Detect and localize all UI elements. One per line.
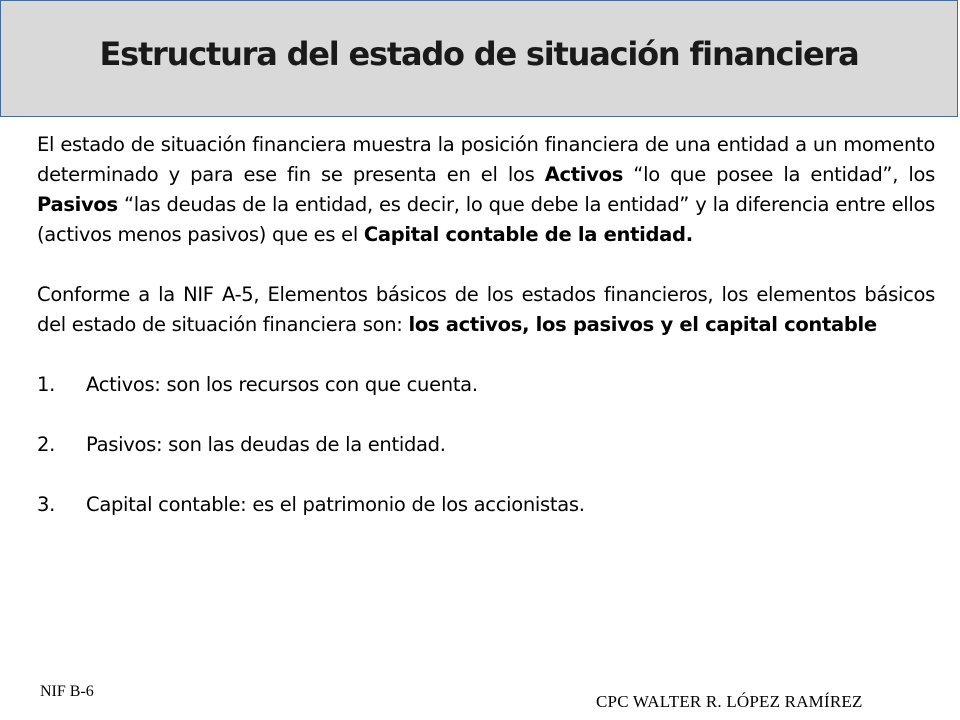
bold-term-activos: Activos xyxy=(544,163,624,186)
list-item-pasivos xyxy=(37,430,935,460)
slide-content xyxy=(37,130,935,550)
paragraph-text: El estado de situación financiera muestra la posición financiera de una entidad a un momento determinado y para ese fin se presenta en el los xyxy=(37,133,935,186)
paragraph-nif-elements xyxy=(37,280,935,340)
page-title: Estructura del estado de situación financiera xyxy=(99,34,859,73)
bold-term-capital: Capital contable de la entidad. xyxy=(363,223,693,246)
list-item-activos xyxy=(37,370,935,400)
paragraph-text: “las deudas de la entidad, es decir, lo que debe la entidad” y la diferencia entre ellos (activos menos pasivos) que es el xyxy=(37,193,935,246)
list-text: Activos: son los recursos con que cuenta. xyxy=(86,373,478,396)
bold-elements-list: los activos, los pasivos y el capital contable xyxy=(408,313,877,336)
list-number: 2. xyxy=(37,433,56,456)
paragraph-balance-sheet-definition xyxy=(37,130,935,250)
footer-reference: NIF B-6 xyxy=(40,683,94,700)
paragraph-text: “lo que posee la entidad”, los xyxy=(623,163,935,186)
list-number: 3. xyxy=(37,493,56,516)
footer-author: CPC WALTER R. LÓPEZ RAMÍREZ xyxy=(596,692,863,711)
list-number: 1. xyxy=(37,373,56,396)
list-text: Pasivos: son las deudas de la entidad. xyxy=(86,433,446,456)
bold-term-pasivos: Pasivos xyxy=(37,193,118,216)
paragraph-text: Conforme a la NIF A-5, Elementos básicos de los estados financieros, los elementos básicos del estado de situación financiera son: xyxy=(37,283,935,336)
list-text: Capital contable: es el patrimonio de los accionistas. xyxy=(86,493,585,516)
list-item-capital xyxy=(37,490,935,520)
title-bar xyxy=(0,0,958,117)
